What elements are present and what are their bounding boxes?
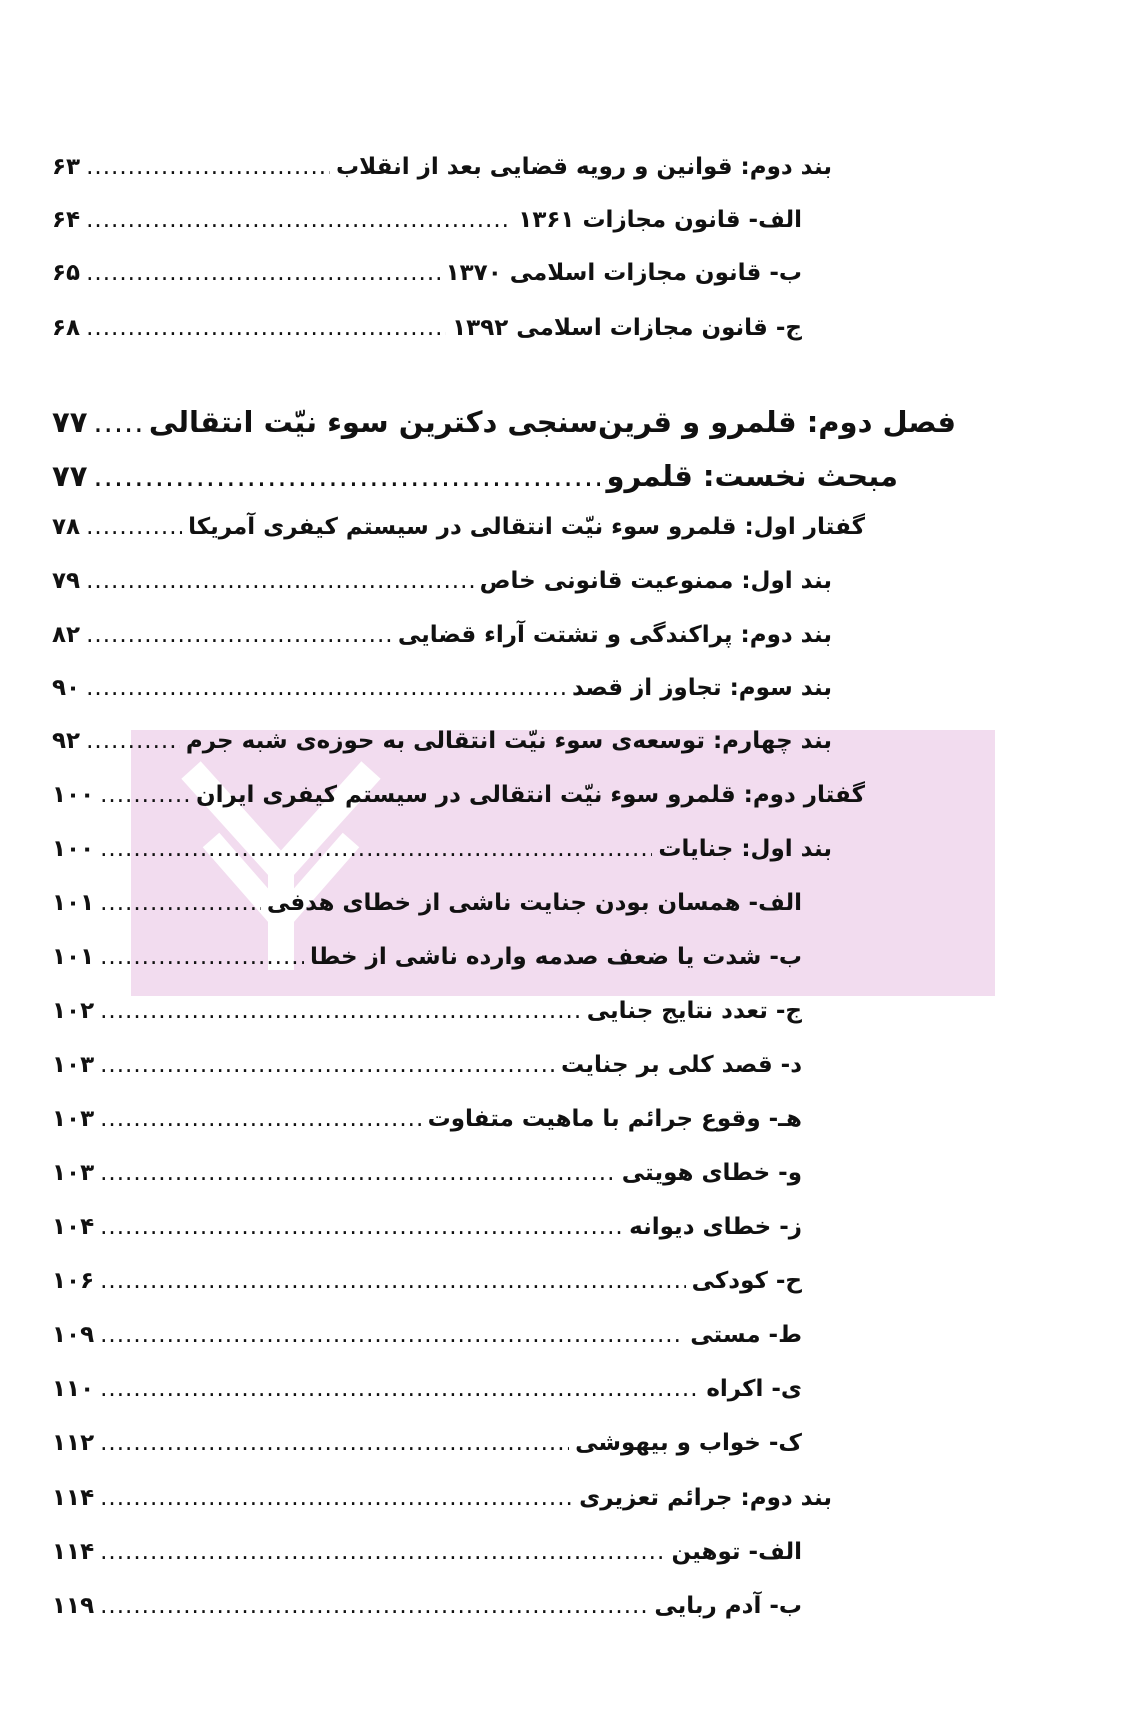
toc-entry <box>52 1045 802 1085</box>
toc-entry-page: ۷۷ <box>52 405 88 439</box>
toc-entry-page: ۱۰۰ <box>52 782 95 808</box>
toc-entry <box>52 668 832 708</box>
dot-leader <box>86 152 330 182</box>
toc-entry-page: ۱۰۱ <box>52 890 95 916</box>
dot-leader <box>100 1591 648 1621</box>
toc-entry-title: ح- کودکی <box>691 1268 802 1294</box>
toc-entry-title: ج- تعدد نتایج جنایی <box>586 998 802 1024</box>
dot-leader <box>100 1483 573 1513</box>
toc-entry <box>52 1532 802 1572</box>
toc-entry-title: ج- قانون مجازات اسلامی ۱۳۹۲ <box>452 315 802 341</box>
toc-entry <box>52 561 832 601</box>
toc-entry <box>52 1207 802 1247</box>
dot-leader <box>86 205 512 235</box>
toc-entry-page: ۷۷ <box>52 459 88 493</box>
dot-leader <box>100 780 190 810</box>
toc-entry-page: ۱۰۳ <box>52 1052 95 1078</box>
toc-entry-title: ب- قانون مجازات اسلامی ۱۳۷۰ <box>445 260 802 286</box>
toc-entry-title: ب- آدم ربایی <box>654 1593 802 1619</box>
toc-entry-title: الف- همسان بودن جنایت ناشی از خطای هدفی <box>266 890 802 916</box>
toc-entry-title: ب- شدت یا ضعف صدمه وارده ناشی از خطا <box>309 944 802 970</box>
toc-entry-page: ۹۰ <box>52 675 81 701</box>
dot-leader <box>93 407 142 437</box>
dot-leader <box>93 461 600 491</box>
toc-entry-title: گفتار دوم: قلمرو سوء نیّت انتقالی در سیستم کیفری ایران <box>196 782 865 808</box>
dot-leader <box>100 1050 555 1080</box>
toc-entry-page: ۱۰۱ <box>52 944 95 970</box>
toc-entry-page: ۱۱۲ <box>52 1430 95 1456</box>
toc-entry-title: مبحث نخست: قلمرو <box>606 459 898 493</box>
toc-entry-page: ۱۱۰ <box>52 1376 95 1402</box>
toc-entry-title: بند دوم: پراکندگی و تشتت آراء قضایی <box>397 622 832 648</box>
toc-entry-page: ۷۹ <box>52 568 81 594</box>
toc-entry-page: ۶۴ <box>52 207 81 233</box>
toc-entry <box>52 1586 802 1626</box>
toc-entry-page: ۸۲ <box>52 622 81 648</box>
toc-entry <box>52 253 802 293</box>
dot-leader <box>100 1428 569 1458</box>
toc-entry <box>52 937 802 977</box>
toc-entry-title: ط- مستی <box>690 1322 802 1348</box>
toc-entry-page: ۶۸ <box>52 315 81 341</box>
dot-leader <box>100 1320 684 1350</box>
dot-leader <box>86 313 446 343</box>
toc-entry-page: ۱۰۹ <box>52 1322 95 1348</box>
dot-leader <box>86 726 180 756</box>
toc-entry <box>52 1099 802 1139</box>
toc-entry-title: فصل دوم: قلمرو و قرین‌سنجی دکترین سوء نیّت انتقالی <box>148 405 956 439</box>
dot-leader <box>100 1374 700 1404</box>
dot-leader <box>86 566 474 596</box>
toc-entry <box>52 1315 802 1355</box>
toc-entry-title: بند سوم: تجاوز از قصد <box>572 675 832 701</box>
toc-entry-title: بند چهارم: توسعه‌ی سوء نیّت انتقالی به حوزه‌ی شبه جرم <box>185 728 832 754</box>
toc-entry-page: ۱۰۰ <box>52 836 95 862</box>
dot-leader <box>100 942 304 972</box>
toc-entry-page: ۱۰۴ <box>52 1214 95 1240</box>
toc-entry <box>52 829 832 869</box>
toc-entry <box>52 1261 802 1301</box>
toc-entry-title: الف- قانون مجازات ۱۳۶۱ <box>518 207 802 233</box>
toc-entry-title: د- قصد کلی بر جنایت <box>561 1052 802 1078</box>
toc-entry <box>52 1478 832 1518</box>
toc-entry-title: و- خطای هویتی <box>621 1160 802 1186</box>
toc-entry-page: ۶۳ <box>52 154 81 180</box>
dot-leader <box>100 1212 623 1242</box>
toc-entry <box>52 200 802 240</box>
toc-entry-title: گفتار اول: قلمرو سوء نیّت انتقالی در سیستم کیفری آمریکا <box>188 514 865 540</box>
toc-entry-page: ۱۱۴ <box>52 1539 95 1565</box>
dot-leader <box>86 512 182 542</box>
toc-entry <box>52 721 832 761</box>
toc-entry <box>52 1153 802 1193</box>
toc-entry-page: ۶۵ <box>52 260 81 286</box>
toc-entry-title: ز- خطای دیوانه <box>629 1214 802 1240</box>
dot-leader <box>100 888 261 918</box>
toc-entry <box>52 402 956 442</box>
dot-leader <box>100 1266 686 1296</box>
toc-entry-title: الف- توهین <box>671 1539 802 1565</box>
toc-entry <box>52 308 802 348</box>
toc-entry-title: ک- خواب و بیهوشی <box>575 1430 802 1456</box>
toc-entry-page: ۱۱۹ <box>52 1593 95 1619</box>
toc-entry <box>52 1423 802 1463</box>
toc-entry <box>52 147 832 187</box>
toc-entry-page: ۱۰۳ <box>52 1106 95 1132</box>
toc-entry-title: هـ- وقوع جرائم با ماهیت متفاوت <box>427 1106 802 1132</box>
toc-entry <box>52 615 832 655</box>
dot-leader <box>100 1104 421 1134</box>
dot-leader <box>100 1537 665 1567</box>
toc-entry-title: بند دوم: قوانین و رویه قضایی بعد از انقلاب <box>336 154 832 180</box>
toc-entry <box>52 883 802 923</box>
dot-leader <box>100 996 581 1026</box>
dot-leader <box>86 258 440 288</box>
dot-leader <box>86 673 566 703</box>
toc-entry-page: ۱۱۴ <box>52 1485 95 1511</box>
toc-entry <box>52 456 898 496</box>
toc-entry-title: بند اول: جنایات <box>658 836 832 862</box>
toc-entry <box>52 507 865 547</box>
toc-entry <box>52 991 802 1031</box>
toc-entry-page: ۱۰۳ <box>52 1160 95 1186</box>
toc-entry <box>52 1369 802 1409</box>
dot-leader <box>86 620 392 650</box>
toc-entry-page: ۷۸ <box>52 514 81 540</box>
toc-entry-page: ۱۰۲ <box>52 998 95 1024</box>
toc-entry-page: ۱۰۶ <box>52 1268 95 1294</box>
toc-entry-title: بند دوم: جرائم تعزیری <box>579 1485 832 1511</box>
toc-entry-page: ۹۲ <box>52 728 81 754</box>
toc-entry <box>52 775 865 815</box>
toc-entry-title: ی- اکراه <box>706 1376 802 1402</box>
dot-leader <box>100 1158 616 1188</box>
dot-leader <box>100 834 652 864</box>
toc-entry-title: بند اول: ممنوعیت قانونی خاص <box>479 568 832 594</box>
